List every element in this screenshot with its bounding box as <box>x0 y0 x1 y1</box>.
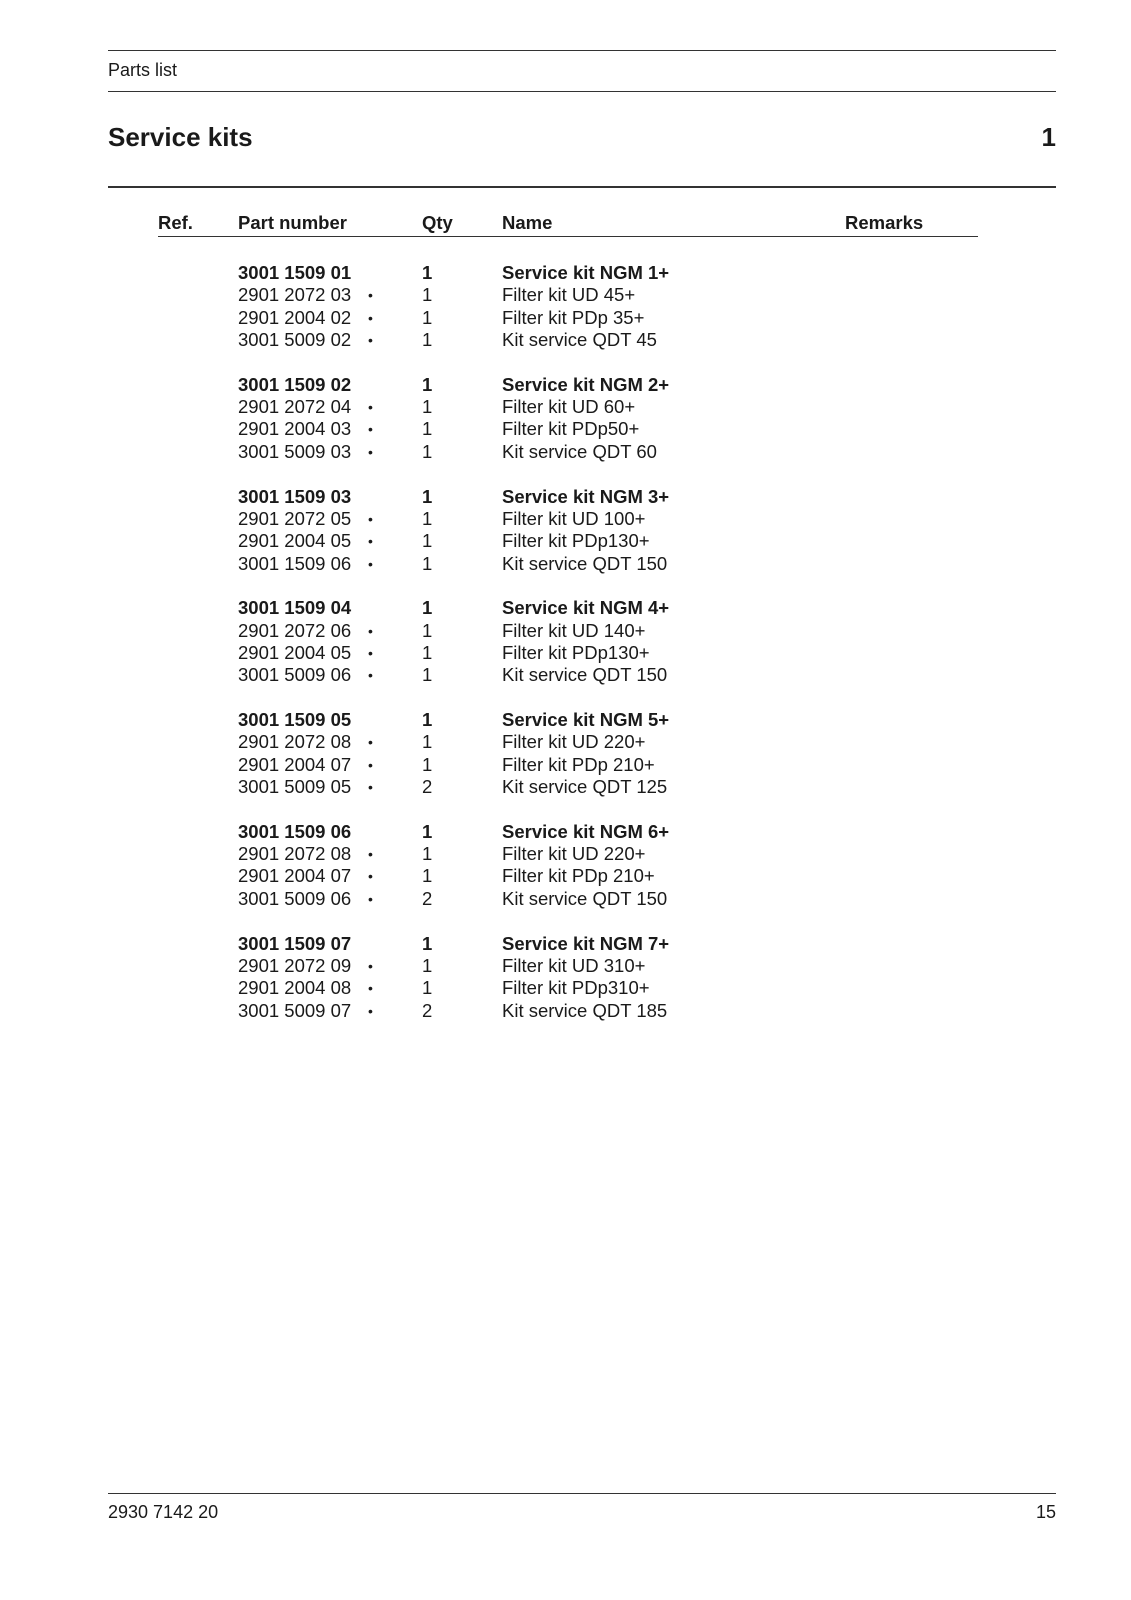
section-number: 1 <box>1041 122 1056 152</box>
bullet-marker: • <box>368 667 373 684</box>
kit-row <box>0 262 1131 284</box>
bullet-marker: • <box>368 890 373 907</box>
name-cell: Filter kit UD 140+ <box>502 619 646 641</box>
qty-cell: 1 <box>422 373 433 395</box>
part-number-cell: 3001 5009 03 <box>238 440 352 462</box>
column-header-name: Name <box>502 212 553 233</box>
name-cell: Kit service QDT 150 <box>502 664 668 686</box>
qty-cell: 1 <box>422 396 433 418</box>
part-number-cell: 2901 2072 06 <box>238 619 352 641</box>
bullet-marker: • <box>368 644 373 661</box>
kit-row <box>0 933 1131 955</box>
kit-item-row <box>0 441 1131 463</box>
kit-item-row <box>0 977 1131 999</box>
kit-item-row <box>0 553 1131 575</box>
name-cell: Service kit NGM 2+ <box>502 373 670 395</box>
part-number-cell: 3001 1509 01 <box>238 262 352 283</box>
name-cell: Filter kit PDp50+ <box>502 418 640 440</box>
part-number-cell: 2901 2004 02 <box>238 306 352 328</box>
part-number-cell: 3001 1509 05 <box>238 709 352 730</box>
kit-item-row <box>0 284 1131 306</box>
qty-cell: 1 <box>422 262 433 283</box>
kit-item-row <box>0 620 1131 642</box>
qty-cell: 1 <box>422 619 433 641</box>
bullet-marker: • <box>368 421 373 438</box>
footer-rule <box>108 1493 1056 1494</box>
name-cell: Service kit NGM 7+ <box>502 932 670 954</box>
qty-cell: 1 <box>422 552 433 574</box>
kit-item-row <box>0 1000 1131 1022</box>
column-header-qty: Qty <box>422 212 453 233</box>
kit-item-row <box>0 843 1131 865</box>
page-number: 15 <box>1035 1502 1056 1522</box>
kit-row <box>0 821 1131 843</box>
part-number-cell: 2901 2004 05 <box>238 530 352 552</box>
qty-cell: 2 <box>422 887 433 909</box>
part-number-cell: 3001 5009 06 <box>238 887 352 909</box>
bullet-marker: • <box>368 756 373 773</box>
qty-cell: 1 <box>422 932 433 954</box>
part-number-cell: 3001 1509 02 <box>238 373 352 395</box>
qty-cell: 1 <box>422 597 433 619</box>
name-cell: Filter kit PDp130+ <box>502 530 650 552</box>
name-cell: Kit service QDT 45 <box>502 329 657 351</box>
name-cell: Filter kit PDp 210+ <box>502 865 655 887</box>
name-cell: Filter kit UD 100+ <box>502 507 646 529</box>
part-number-cell: 3001 5009 02 <box>238 329 352 351</box>
bullet-marker: • <box>368 980 373 997</box>
bullet-marker: • <box>368 443 373 460</box>
bullet-marker: • <box>368 734 373 751</box>
bullet-marker: • <box>368 1002 373 1019</box>
part-number-cell: 3001 1509 06 <box>238 820 352 842</box>
kit-item-row <box>0 642 1131 664</box>
qty-cell: 1 <box>422 440 433 462</box>
name-cell: Filter kit UD 220+ <box>502 843 646 865</box>
qty-cell: 1 <box>422 641 433 663</box>
qty-cell: 2 <box>422 999 433 1021</box>
bullet-marker: • <box>368 779 373 796</box>
qty-cell: 1 <box>422 709 433 730</box>
name-cell: Filter kit PDp310+ <box>502 977 650 999</box>
qty-cell: 1 <box>422 977 433 999</box>
kit-item-row <box>0 888 1131 910</box>
qty-cell: 1 <box>422 664 433 686</box>
bullet-marker: • <box>368 332 373 349</box>
part-number-cell: 2901 2004 08 <box>238 977 352 999</box>
qty-cell: 1 <box>422 329 433 351</box>
name-cell: Kit service QDT 60 <box>502 440 657 462</box>
qty-cell: 1 <box>422 485 433 507</box>
kit-item-row <box>0 865 1131 887</box>
part-number-cell: 3001 5009 06 <box>238 664 352 686</box>
name-cell: Kit service QDT 185 <box>502 999 668 1021</box>
part-number-cell: 2901 2072 09 <box>238 954 352 976</box>
kit-item-row <box>0 396 1131 418</box>
name-cell: Service kit NGM 6+ <box>502 820 670 842</box>
bullet-marker: • <box>368 957 373 974</box>
kit-row <box>0 374 1131 396</box>
name-cell: Filter kit PDp 35+ <box>502 306 645 328</box>
kit-item-row <box>0 664 1131 686</box>
qty-cell: 1 <box>422 865 433 887</box>
kit-item-row <box>0 731 1131 753</box>
kit-item-row <box>0 418 1131 440</box>
part-number-cell: 3001 1509 03 <box>238 485 352 507</box>
bullet-marker: • <box>368 399 373 416</box>
column-header-remarks: Remarks <box>845 212 924 233</box>
header-section-label: Parts list <box>108 60 178 80</box>
name-cell: Filter kit UD 60+ <box>502 396 636 418</box>
kit-row <box>0 597 1131 619</box>
kit-item-row <box>0 508 1131 530</box>
part-number-cell: 2901 2004 07 <box>238 865 352 887</box>
qty-cell: 1 <box>422 418 433 440</box>
part-number-cell: 2901 2004 05 <box>238 641 352 663</box>
bullet-marker: • <box>368 622 373 639</box>
qty-cell: 2 <box>422 776 433 798</box>
bullet-marker: • <box>368 287 373 304</box>
column-header-ref: Ref. <box>158 212 193 233</box>
part-number-cell: 2901 2072 08 <box>238 731 352 753</box>
bullet-marker: • <box>368 533 373 550</box>
part-number-cell: 2901 2004 07 <box>238 753 352 775</box>
kit-item-row <box>0 955 1131 977</box>
bullet-marker: • <box>368 868 373 885</box>
part-number-cell: 2901 2072 04 <box>238 396 352 418</box>
name-cell: Kit service QDT 150 <box>502 552 668 574</box>
qty-cell: 1 <box>422 306 433 328</box>
kit-item-row <box>0 307 1131 329</box>
name-cell: Filter kit PDp130+ <box>502 641 650 663</box>
part-number-cell: 3001 1509 07 <box>238 932 352 954</box>
bullet-marker: • <box>368 846 373 863</box>
part-number-cell: 3001 5009 05 <box>238 776 352 798</box>
part-number-cell: 3001 1509 06 <box>238 552 352 574</box>
qty-cell: 1 <box>422 507 433 529</box>
qty-cell: 1 <box>422 954 433 976</box>
qty-cell: 1 <box>422 843 433 865</box>
column-header-part-number: Part number <box>238 212 347 233</box>
name-cell: Service kit NGM 5+ <box>502 709 670 730</box>
part-number-cell: 3001 1509 04 <box>238 597 352 619</box>
bullet-marker: • <box>368 555 373 572</box>
kit-item-row <box>0 754 1131 776</box>
kit-item-row <box>0 530 1131 552</box>
name-cell: Filter kit UD 220+ <box>502 731 646 753</box>
part-number-cell: 2901 2072 05 <box>238 507 352 529</box>
qty-cell: 1 <box>422 753 433 775</box>
page-title: Service kits <box>108 122 253 152</box>
name-cell: Service kit NGM 3+ <box>502 485 670 507</box>
name-cell: Service kit NGM 4+ <box>502 597 670 619</box>
name-cell: Service kit NGM 1+ <box>502 262 670 283</box>
name-cell: Kit service QDT 125 <box>502 776 668 798</box>
qty-cell: 1 <box>422 284 433 306</box>
name-cell: Filter kit PDp 210+ <box>502 753 655 775</box>
part-number-cell: 2901 2004 03 <box>238 418 352 440</box>
document-number: 2930 7142 20 <box>108 1502 219 1522</box>
kit-row <box>0 709 1131 731</box>
qty-cell: 1 <box>422 820 433 842</box>
bullet-marker: • <box>368 510 373 527</box>
name-cell: Filter kit UD 45+ <box>502 284 636 306</box>
qty-cell: 1 <box>422 731 433 753</box>
kit-item-row <box>0 329 1131 351</box>
qty-cell: 1 <box>422 530 433 552</box>
bullet-marker: • <box>368 309 373 326</box>
kit-item-row <box>0 776 1131 798</box>
kit-row <box>0 486 1131 508</box>
name-cell: Filter kit UD 310+ <box>502 954 646 976</box>
part-number-cell: 2901 2072 03 <box>238 284 352 306</box>
part-number-cell: 3001 5009 07 <box>238 999 352 1021</box>
name-cell: Kit service QDT 150 <box>502 887 668 909</box>
part-number-cell: 2901 2072 08 <box>238 843 352 865</box>
